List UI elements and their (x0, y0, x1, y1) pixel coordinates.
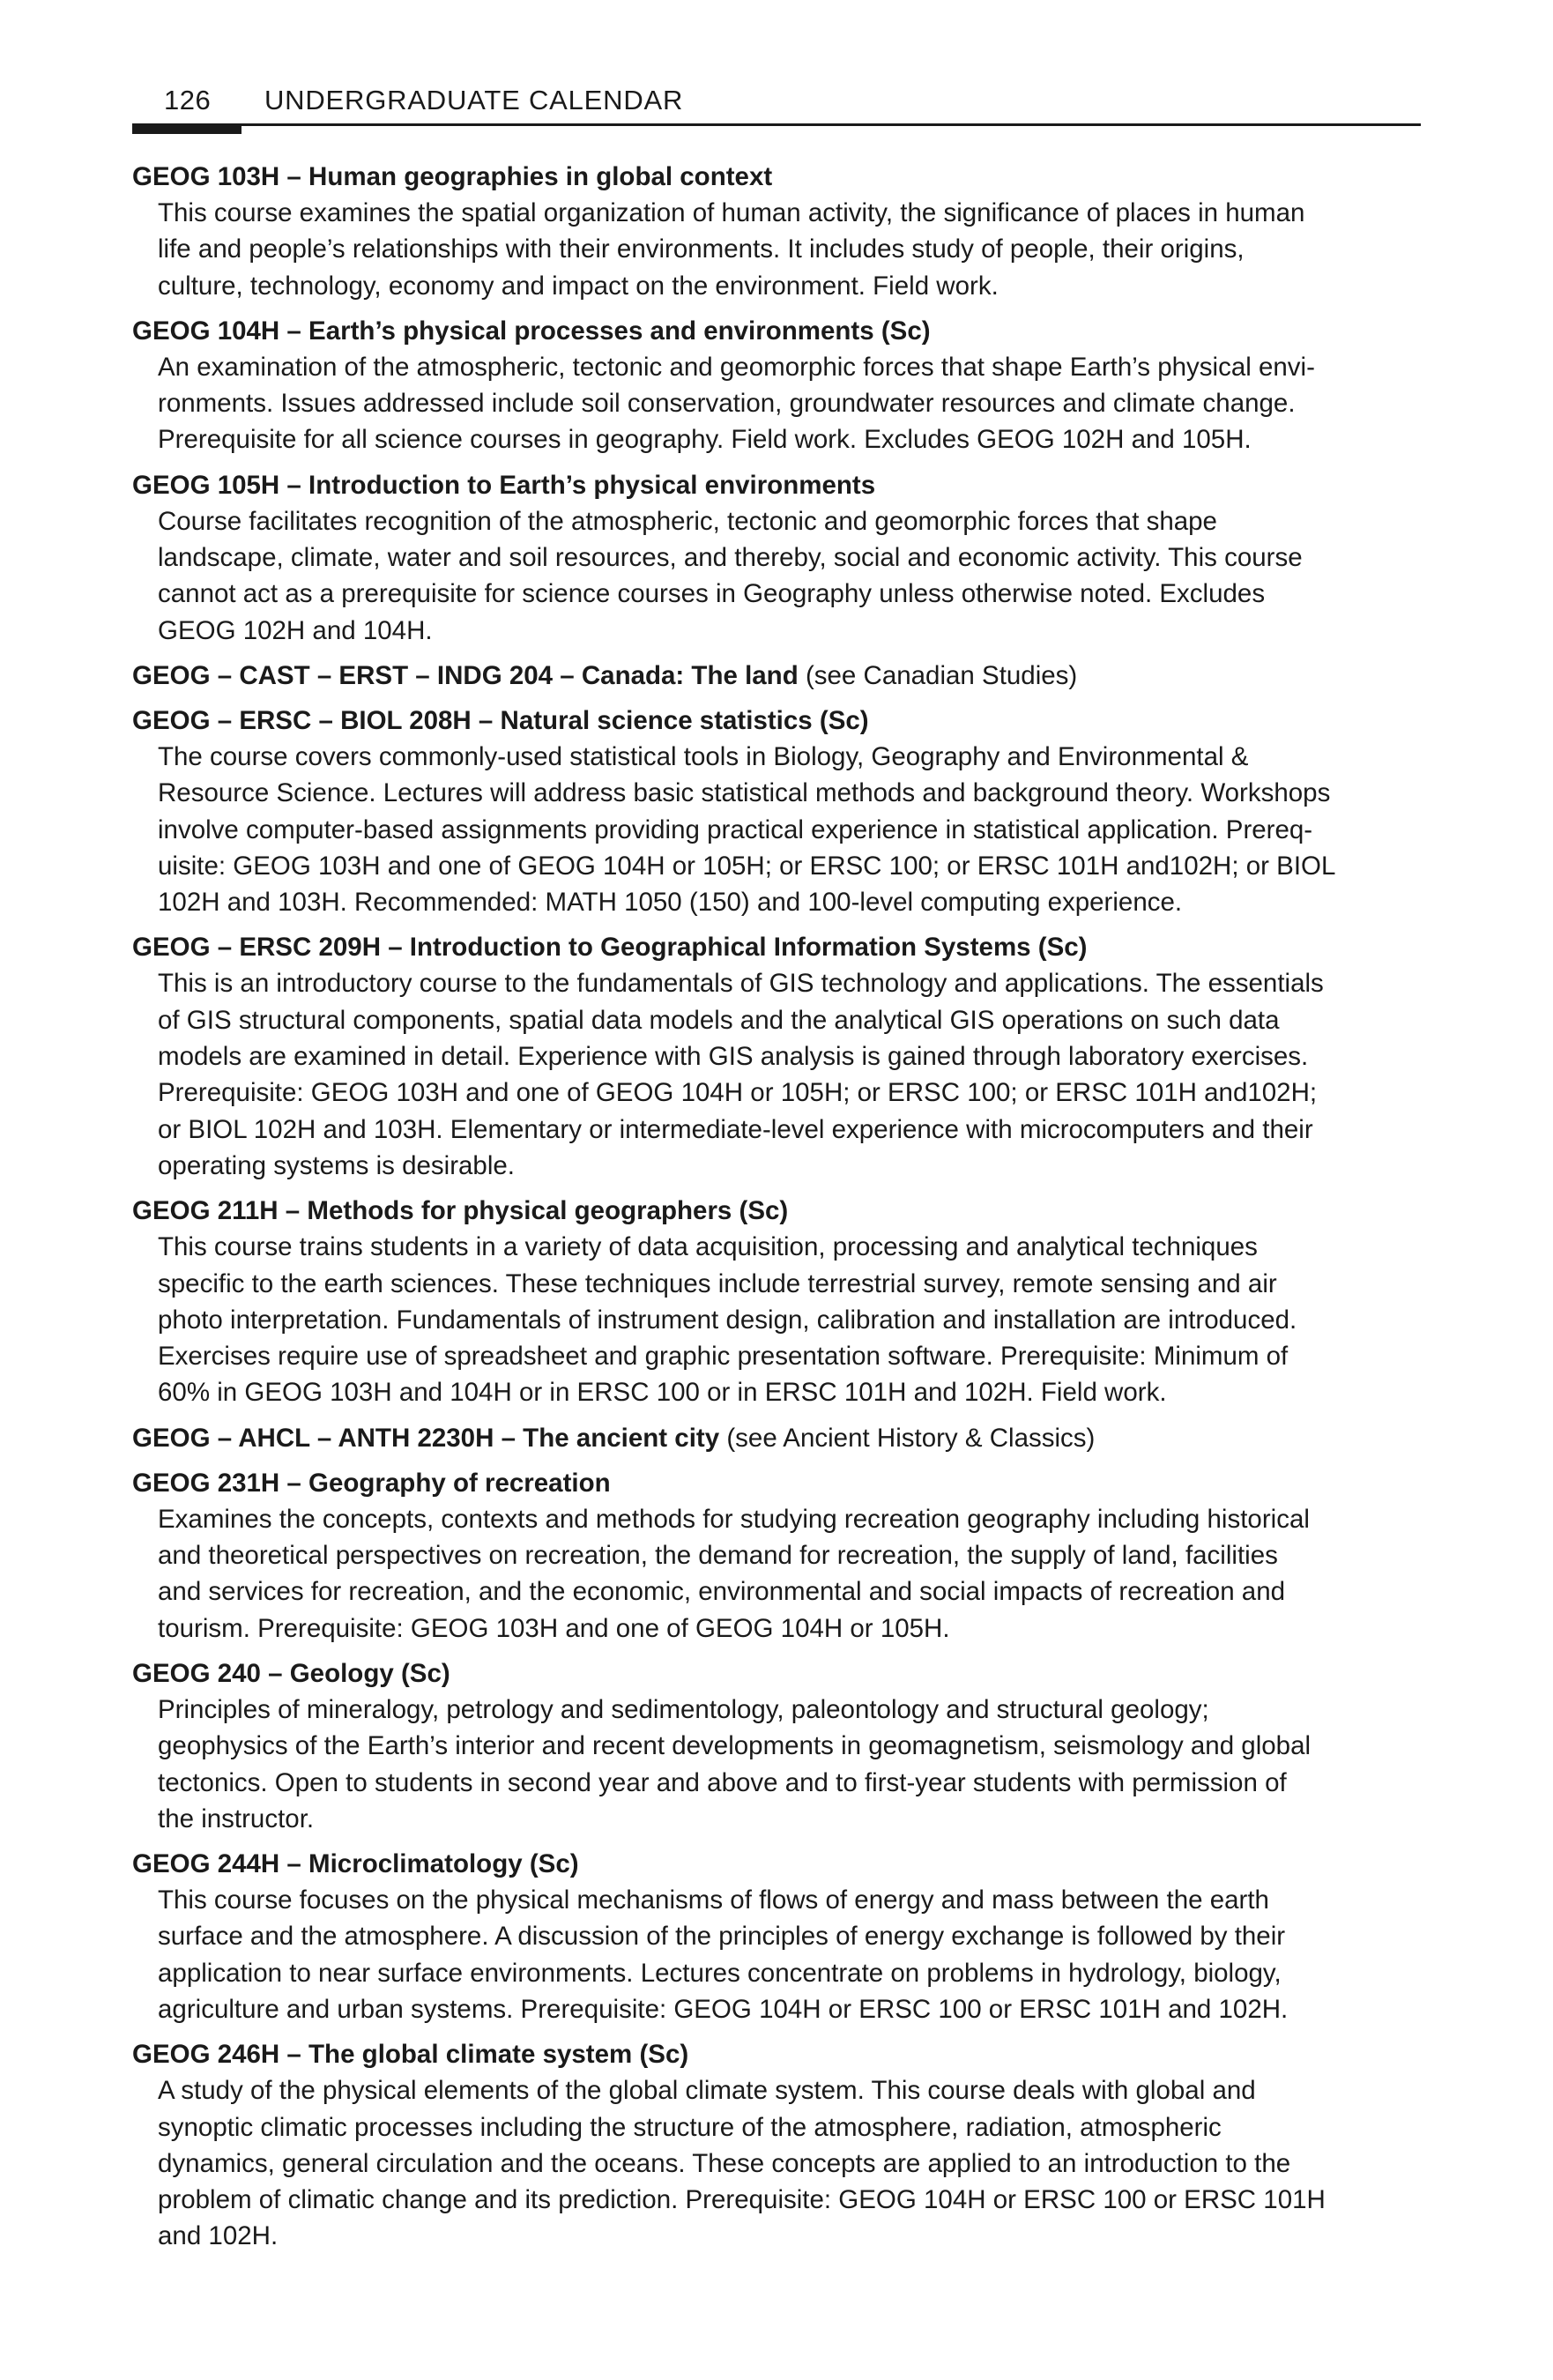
description-line: models are examined in detail. Experience with GIS analysis is gained through laboratory exercises. (158, 1042, 1309, 1072)
cross-reference: (see Ancient History & Classics) (726, 1423, 1096, 1453)
description-line: culture, technology, economy and impact on the environment. Field work. (158, 271, 999, 301)
description-line: ronments. Issues addressed include soil conservation, groundwater resources and climate change. (158, 389, 1296, 419)
description-line: Exercises require use of spreadsheet and graphic presentation software. Prerequisite: Minimum of (158, 1342, 1289, 1372)
description-line: problem of climatic change and its prediction. Prerequisite: GEOG 104H or ERSC 100 or ERSC 101H (158, 2185, 1326, 2215)
course-title-text: GEOG 103H – Human geographies in global context (132, 162, 773, 191)
course-entry (132, 1420, 1421, 1456)
description-line: Examines the concepts, contexts and methods for studying recreation geography including historical (158, 1504, 1310, 1534)
course-listing (132, 159, 1421, 2264)
course-title-text: GEOG 105H – Introduction to Earth’s physical environments (132, 470, 876, 500)
description-line: application to near surface environments. Lectures concentrate on problems in hydrology, biology, (158, 1958, 1282, 1988)
course-entry (132, 467, 1421, 649)
course-title (132, 1420, 1421, 1456)
description-line: synoptic climatic processes including the structure of the atmosphere, radiation, atmospheric (158, 2112, 1222, 2142)
course-title-text: GEOG 244H – Microclimatology (Sc) (132, 1849, 579, 1879)
course-entry (132, 313, 1421, 458)
description-line: involve computer-based assignments providing practical experience in statistical application. Prereq- (158, 814, 1313, 844)
description-line: This course examines the spatial organization of human activity, the significance of places in human (158, 198, 1305, 227)
course-entry (132, 1465, 1421, 1647)
description-line: of GIS structural components, spatial data models and the analytical GIS operations on such data (158, 1005, 1280, 1035)
course-entry (132, 703, 1421, 920)
course-title (132, 1846, 1421, 1882)
description-line: photo interpretation. Fundamentals of instrument design, calibration and installation are introduced. (158, 1305, 1297, 1335)
header-rule-accent (132, 123, 241, 134)
course-title-text: GEOG 231H – Geography of recreation (132, 1468, 611, 1498)
description-line: agriculture and urban systems. Prerequisite: GEOG 104H or ERSC 100 or ERSC 101H and 102H. (158, 1994, 1289, 2024)
course-entry (132, 159, 1421, 304)
description-line: 102H and 103H. Recommended: MATH 1050 (150) and 100-level computing experience. (158, 888, 1183, 918)
page-number: 126 (164, 85, 212, 115)
course-entry (132, 2036, 1421, 2254)
course-description (132, 503, 1421, 649)
course-entry (132, 1846, 1421, 2027)
description-line: 60% in GEOG 103H and 104H or in ERSC 100 or in ERSC 101H and 102H. Field work. (158, 1378, 1167, 1408)
description-line: life and people’s relationships with their environments. It includes study of people, their origins, (158, 234, 1245, 264)
description-line: operating systems is desirable. (158, 1150, 515, 1180)
description-line: This course focuses on the physical mechanisms of flows of energy and mass between the earth (158, 1885, 1269, 1915)
description-line: tourism. Prerequisite: GEOG 103H and one of GEOG 104H or 105H. (158, 1613, 950, 1643)
course-title-text: GEOG 240 – Geology (Sc) (132, 1658, 450, 1688)
course-title-text: GEOG – ERSC 209H – Introduction to Geographical Information Systems (Sc) (132, 933, 1088, 963)
course-title (132, 2036, 1421, 2072)
course-title-text: GEOG – AHCL – ANTH 2230H – The ancient city (132, 1423, 720, 1453)
course-description (132, 2072, 1421, 2254)
description-line: This course trains students in a variety of data acquisition, processing and analytical techniques (158, 1232, 1258, 1262)
course-description (132, 195, 1421, 304)
description-line: and 102H. (158, 2221, 279, 2251)
course-title-text: GEOG 211H – Methods for physical geographers (Sc) (132, 1196, 789, 1226)
description-line: Principles of mineralogy, petrology and sedimentology, paleontology and structural geology; (158, 1694, 1209, 1724)
course-title-text: GEOG 104H – Earth’s physical processes and environments (Sc) (132, 316, 931, 346)
page-header (132, 85, 1421, 123)
description-line: Course facilitates recognition of the atmospheric, tectonic and geomorphic forces that shape (158, 506, 1217, 536)
description-line: An examination of the atmospheric, tectonic and geomorphic forces that shape Earth’s physical envi- (158, 352, 1315, 382)
course-title (132, 703, 1421, 739)
description-line: Resource Science. Lectures will address basic statistical methods and background theory. Workshops (158, 778, 1331, 808)
description-line: specific to the earth sciences. These techniques include terrestrial survey, remote sensing and air (158, 1268, 1277, 1298)
course-entry (132, 658, 1421, 694)
course-title (132, 1465, 1421, 1501)
course-description (132, 739, 1421, 920)
course-title (132, 467, 1421, 503)
course-description (132, 1229, 1421, 1410)
description-line: the instructor. (158, 1804, 315, 1833)
description-line: and theoretical perspectives on recreation, the demand for recreation, the supply of land, facilities (158, 1541, 1278, 1571)
course-title (132, 1655, 1421, 1692)
description-line: landscape, climate, water and soil resources, and thereby, social and economic activity. This course (158, 543, 1303, 573)
description-line: GEOG 102H and 104H. (158, 615, 433, 645)
description-line: surface and the atmosphere. A discussion of the principles of energy exchange is followed by their (158, 1922, 1286, 1952)
description-line: A study of the physical elements of the global climate system. This course deals with global and (158, 2076, 1256, 2106)
description-line: dynamics, general circulation and the oceans. These concepts are applied to an introduction to the (158, 2148, 1291, 2178)
description-line: or BIOL 102H and 103H. Elementary or intermediate-level experience with microcomputers and their (158, 1114, 1313, 1144)
course-title (132, 658, 1421, 694)
course-description (132, 1692, 1421, 1837)
course-title-text: GEOG – CAST – ERST – INDG 204 – Canada: The land (132, 660, 799, 690)
course-description (132, 349, 1421, 458)
description-line: uisite: GEOG 103H and one of GEOG 104H or 105H; or ERSC 100; or ERSC 101H and102H; or BIOL (158, 851, 1336, 881)
course-title-text: GEOG 246H – The global climate system (Sc) (132, 2040, 689, 2070)
description-line: tectonics. Open to students in second year and above and to first-year students with permission of (158, 1767, 1287, 1797)
course-entry (132, 1193, 1421, 1410)
description-line: geophysics of the Earth’s interior and recent developments in geomagnetism, seismology and global (158, 1731, 1312, 1761)
course-description (132, 1882, 1421, 2027)
course-entry (132, 1655, 1421, 1837)
course-title (132, 929, 1421, 965)
description-line: cannot act as a prerequisite for science courses in Geography unless otherwise noted. Excludes (158, 579, 1266, 609)
running-title: UNDERGRADUATE CALENDAR (264, 85, 684, 115)
cross-reference: (see Canadian Studies) (805, 660, 1078, 690)
description-line: This is an introductory course to the fundamentals of GIS technology and applications. The essentials (158, 969, 1324, 999)
course-title (132, 1193, 1421, 1229)
course-title (132, 159, 1421, 195)
description-line: Prerequisite for all science courses in geography. Field work. Excludes GEOG 102H and 105H. (158, 425, 1252, 455)
description-line: The course covers commonly-used statistical tools in Biology, Geography and Environmental & (158, 741, 1249, 771)
course-title-text: GEOG – ERSC – BIOL 208H – Natural science statistics (Sc) (132, 705, 869, 735)
course-title (132, 313, 1421, 349)
course-entry (132, 929, 1421, 1184)
header-rule (132, 123, 1421, 126)
description-line: Prerequisite: GEOG 103H and one of GEOG 104H or 105H; or ERSC 100; or ERSC 101H and102H; (158, 1078, 1318, 1108)
description-line: and services for recreation, and the economic, environmental and social impacts of recreation and (158, 1577, 1286, 1607)
course-description (132, 1501, 1421, 1647)
course-description (132, 965, 1421, 1184)
